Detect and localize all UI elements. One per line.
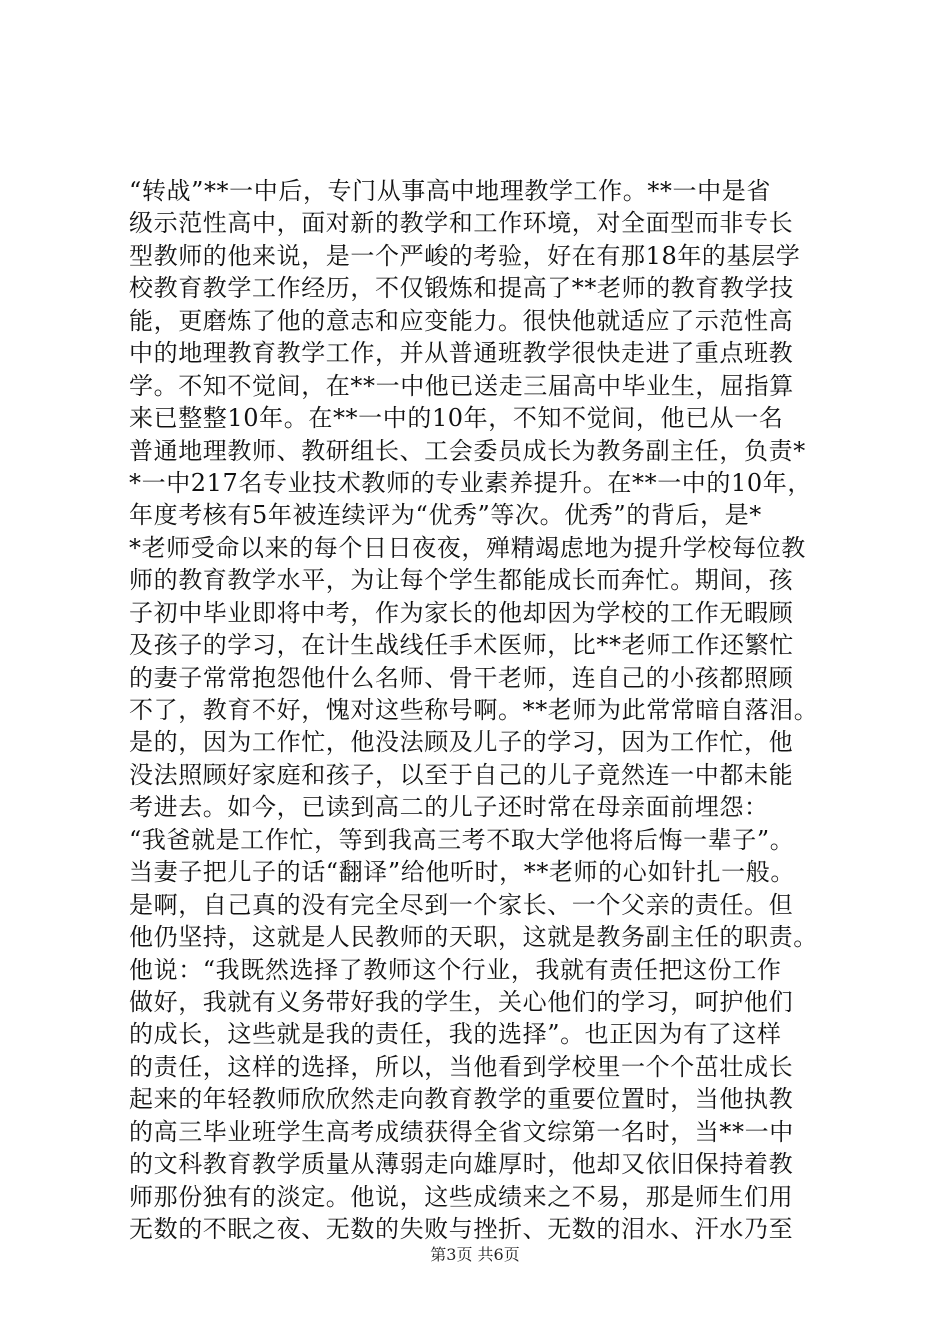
text-line: 的文科教育教学质量从薄弱走向雄厚时，他却又依旧保持着教: [129, 1150, 794, 1179]
text-line: 校教育教学工作经历，不仅锻炼和提高了**老师的教育教学技: [129, 274, 794, 303]
text-line: 型教师的他来说，是一个严峻的考验，好在有那18年的基层学: [129, 241, 801, 270]
text-line: 师那份独有的淡定。他说，这些成绩来之不易，那是师生们用: [129, 1182, 794, 1211]
text-line: 子初中毕业即将中考，作为家长的他却因为学校的工作无暇顾: [129, 598, 794, 627]
text-line: 的高三毕业班学生高考成绩获得全省文综第一名时，当**一中: [129, 1117, 794, 1146]
text-line: 能，更磨炼了他的意志和应变能力。很快他就适应了示范性高: [129, 306, 794, 335]
body-text: [129, 175, 859, 1245]
text-line: 当妻子把儿子的话“翻译”给他听时，**老师的心如针扎一般。: [129, 858, 795, 887]
text-line: 是啊，自己真的没有完全尽到一个家长、一个父亲的责任。但: [129, 890, 794, 919]
text-line: 来已整整10年。在**一中的10年，不知不觉间，他已从一名: [129, 404, 784, 433]
text-line: 他说：“我既然选择了教师这个行业，我就有责任把这份工作: [129, 955, 782, 984]
text-line: 的责任，这样的选择，所以，当他看到学校里一个个茁壮成长: [129, 1052, 794, 1081]
text-line: 中的地理教育教学工作，并从普通班教学很快走进了重点班教: [129, 339, 794, 368]
text-line: 的妻子常常抱怨他什么名师、骨干老师，连自己的小孩都照顾: [129, 663, 794, 692]
text-line: 起来的年轻教师欣欣然走向教育教学的重要位置时，当他执教: [129, 1085, 794, 1114]
text-line: 级示范性高中，面对新的教学和工作环境，对全面型而非专长: [129, 209, 794, 238]
text-line: 考进去。如今，已读到高二的儿子还时常在母亲面前埋怨：: [129, 793, 769, 822]
text-line: *一中217名专业技术教师的专业素养提升。在**一中的10年，: [129, 468, 812, 497]
text-line: *老师受命以来的每个日日夜夜，殚精竭虑地为提升学校每位教: [129, 533, 806, 562]
text-line: 是的，因为工作忙，他没法顾及儿子的学习，因为工作忙，他: [129, 728, 794, 757]
text-line: 他仍坚持，这就是人民教师的天职，这就是教务副主任的职责。: [129, 923, 818, 952]
text-line: “转战”**一中后，专门从事高中地理教学工作。**一中是省: [129, 177, 771, 205]
text-line: “我爸就是工作忙，等到我高三考不取大学他将后悔一辈子”。: [129, 825, 795, 854]
text-line: 不了，教育不好，愧对这些称号啊。**老师为此常常暗自落泪。: [129, 696, 819, 724]
text-line: 普通地理教师、教研组长、工会委员成长为教务副主任，负责*: [129, 436, 806, 465]
text-line: 年度考核有5年被连续评为“优秀”等次。优秀”的背后，是*: [129, 501, 762, 530]
text-line: 无数的不眠之夜、无数的失败与挫折、无数的泪水、汗水乃至: [129, 1215, 794, 1243]
text-line: 及孩子的学习，在计生战线任手术医师，比**老师工作还繁忙: [129, 631, 794, 660]
text-line: 没法照顾好家庭和孩子，以至于自己的儿子竟然连一中都未能: [129, 760, 794, 789]
text-line: 的成长，这些就是我的责任，我的选择”。也正因为有了这样: [129, 1020, 782, 1049]
text-line: 师的教育教学水平，为让每个学生都能成长而奔忙。期间，孩: [129, 566, 794, 595]
page-number-footer: 第3页 共6页: [430, 1245, 520, 1264]
text-line: 学。不知不觉间，在**一中他已送走三届高中毕业生，屈指算: [129, 371, 794, 400]
text-line: 做好，我就有义务带好我的学生，关心他们的学习，呵护他们: [129, 987, 794, 1016]
